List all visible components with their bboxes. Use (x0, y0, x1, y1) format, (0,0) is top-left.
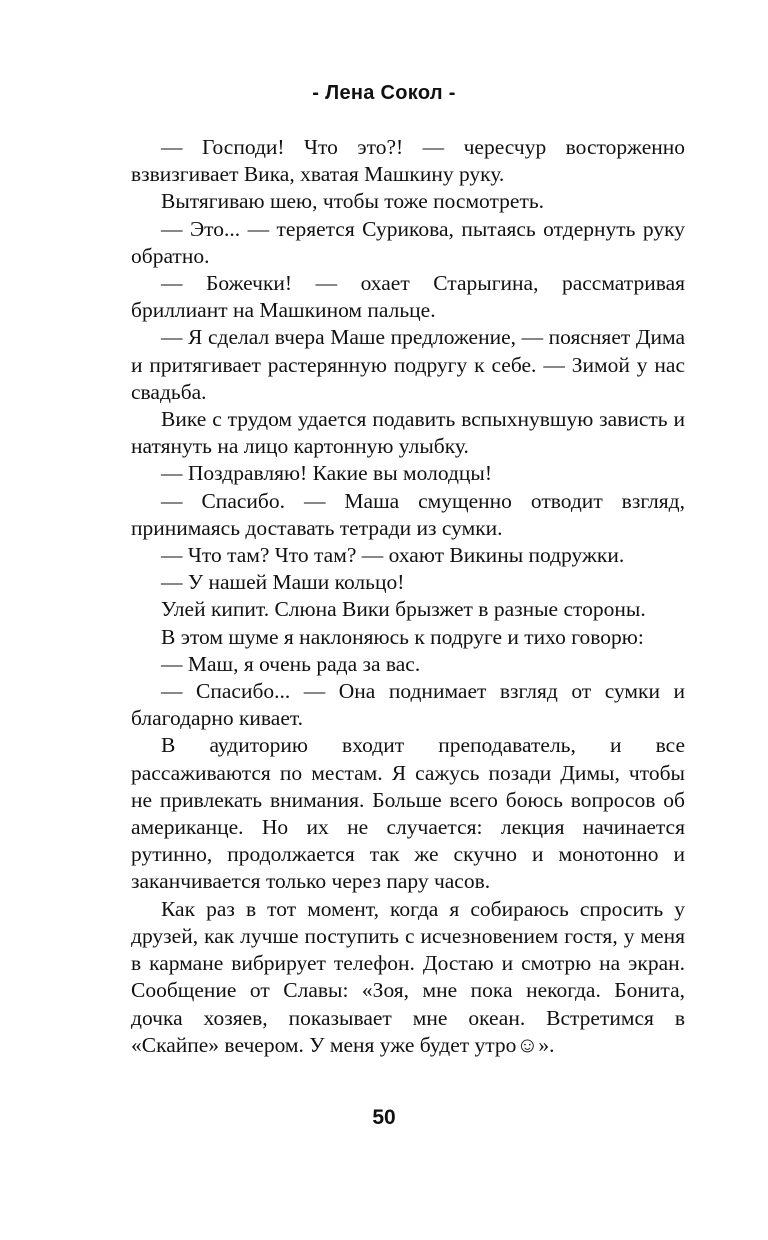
paragraph: Улей кипит. Слюна Вики брызжет в разные стороны. (161, 597, 646, 622)
paragraph: — Это... — теряется Сурикова, пытаясь отдернуть руку обратно. (131, 216, 685, 268)
paragraph: — У нашей Маши кольцо! (161, 570, 405, 595)
paragraph: Вытягиваю шею, чтобы тоже посмотреть. (161, 189, 545, 214)
paragraph: В аудиторию входит преподаватель, и все рассаживаются по местам. Я сажусь позади Димы, чтобы не привлекать внимания. Больше всего боюсь вопросов об американце. Но их не случается: лекция начинается рутинно, продолжается так же скучно и монотонно и заканчивается только через пару часов. (131, 733, 685, 894)
paragraph: — Господи! Что это?! — чересчур восторженно взвизгивает Вика, хватая Машкину руку. (131, 135, 685, 187)
page-body (131, 134, 685, 1059)
page-number: 50 (372, 1106, 396, 1129)
paragraph: — Маш, я очень рада за вас. (161, 651, 421, 676)
paragraph: Вике с трудом удается подавить вспыхнувшую зависть и натянуть на лицо картонную улыбку. (131, 407, 685, 459)
paragraph: — Божечки! — охает Старыгина, рассматривая бриллиант на Машкином пальце. (131, 271, 685, 323)
paragraph: — Спасибо... — Она поднимает взгляд от сумки и благодарно кивает. (131, 679, 685, 731)
paragraph: — Что там? Что там? — охают Викины подружки. (161, 543, 625, 568)
paragraph: — Я сделал вчера Маше предложение, — поясняет Дима и притягивает растерянную подругу к себе. — Зимой у нас свадьба. (131, 325, 685, 404)
paragraph: В этом шуме я наклоняюсь к подруге и тихо говорю: (161, 624, 644, 649)
paragraph: — Спасибо. — Маша смущенно отводит взгляд, принимаясь доставать тетради из сумки. (131, 488, 685, 540)
paragraph: Как раз в тот момент, когда я собираюсь спросить у друзей, как лучше поступить с исчезновением гостя, у меня в кармане вибрирует телефон. Достаю и смотрю на экран. Сообщение от Славы: «Зоя, мне пока некогда. Бонита, дочка хозяев, показывает мне океан. Встретимся в «Скайпе» вечером. У меня уже будет утро☺». (131, 896, 685, 1057)
running-header: - Лена Сокол - (312, 82, 456, 104)
paragraph: — Поздравляю! Какие вы молодцы! (161, 461, 492, 486)
